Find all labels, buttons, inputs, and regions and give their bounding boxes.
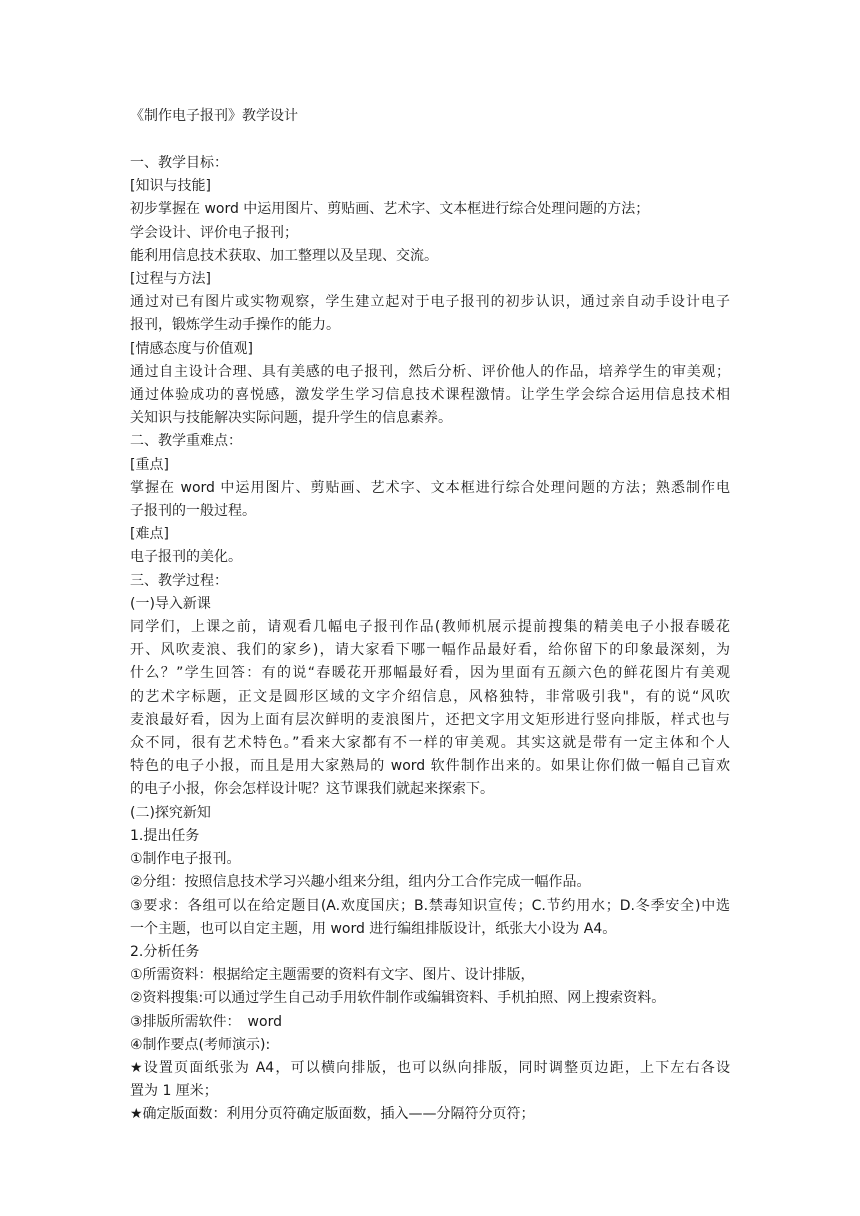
paragraph-line: ①制作电子报刊。 (130, 851, 241, 868)
paragraph-line: 子报刊的一般过程。 (130, 503, 256, 520)
paragraph-line: 麦浪最好看，因为上面有层次鲜明的麦浪图片，还把文字用文矩形进行竖向排版，样式也与 (130, 711, 730, 728)
paragraph-line: 同学们，上课之前，请观看几幅电子报刊作品(教师机展示提前搜集的精美电子小报春暖花 (130, 619, 730, 636)
paragraph-line: ★确定版面数：利用分页符确定版面数，插入——分隔符分页符； (130, 1106, 535, 1123)
paragraph-line: 能利用信息技术获取、加工整理以及呈现、交流。 (130, 247, 438, 264)
paragraph-line: 一、教学目标： (130, 155, 228, 171)
paragraph-line: 通过体验成功的喜悦感，激发学生学习信息技术课程激情。让学生学会综合运用信息技术相 (130, 387, 730, 404)
paragraph-line: 三、教学过程： (130, 572, 228, 589)
paragraph-line: ④制作要点(考师演示): (130, 1036, 271, 1053)
paragraph-line: 关知识与技能解决实际问题，提升学生的信息素养。 (130, 410, 452, 427)
paragraph-line: ★设置页面纸张为 A4，可以横向排版，也可以纵向排版，同时调整页边距，上下左右各设 (130, 1059, 730, 1076)
document-body (130, 152, 730, 1127)
paragraph-line: [情感态度与价值观] (130, 340, 253, 357)
paragraph-line: 报刊，锻炼学生动手操作的能力。 (130, 317, 340, 334)
paragraph-line: 的艺术字标题，正文是圆形区域的文字介绍信息，风格独特，非常吸引我"，有的说“风吹 (130, 688, 730, 705)
paragraph-line: (一)导入新课 (130, 595, 211, 612)
document-page (130, 104, 730, 1127)
paragraph-line: 初步掌握在 word 中运用图片、剪贴画、艺术字、文本框进行综合处理问题的方法； (130, 201, 650, 218)
paragraph-line: (二)探究新知 (130, 804, 211, 821)
paragraph-line: 2.分析任务 (130, 943, 200, 960)
paragraph-line: 置为 1 厘米； (130, 1083, 218, 1100)
paragraph-line: 通过自主设计合理、具有美感的电子报刊，然后分析、评价他人的作品，培养学生的审美观； (130, 363, 730, 380)
paragraph-line: [难点] (130, 526, 169, 543)
paragraph-line: 众不同，很有艺术特色。”看来大家都有不一样的审美观。其实这就是带有一定主体和个人 (130, 735, 730, 752)
paragraph-line: ③要求：各组可以在给定题目(A.欢度国庆；B.禁毒知识宣传；C.节约用水；D.冬季安全)中选 (130, 897, 730, 914)
paragraph-line: 通过对已有图片或实物观察，学生建立起对于电子报刊的初步认识，通过亲自动手设计电子 (130, 294, 730, 311)
paragraph-line: ②分组：按照信息技术学习兴趣小组来分组，组内分工合作完成一幅作品。 (130, 874, 591, 891)
paragraph-line: 一个主题，也可以自定主题，用 word 进行编组排版设计，纸张大小设为 A4。 (130, 920, 617, 937)
paragraph-line: 什么？”学生回答：有的说“春暖花开那幅最好看，因为里面有五颜六色的鲜花图片有美观 (130, 665, 730, 682)
document-title: 《制作电子报刊》教学设计 (130, 108, 298, 124)
paragraph-line: 电子报刊的美化。 (130, 549, 242, 566)
paragraph-line: 二、教学重难点： (130, 433, 242, 450)
paragraph-line: 的电子小报，你会怎样设计呢？这节课我们就起来探索下。 (130, 781, 494, 798)
paragraph-line: ①所需资料：根据给定主题需要的资料有文字、图片、设计排版， (130, 967, 535, 984)
paragraph-line: [重点] (130, 456, 169, 473)
paragraph-line: 开、风吹麦浪、我们的家乡)，请大家看下哪一幅作品最好看，给你留下的印象最深刻，为 (130, 642, 730, 659)
paragraph-line: [知识与技能] (130, 178, 211, 195)
paragraph-line: ②资料搜集:可以通过学生自己动手用软件制作或编辑资料、手机拍照、网上搜索资料。 (130, 990, 666, 1007)
paragraph-line: 特色的电子小报，而且是用大家熟局的 word 软件制作出来的。如果让你们做一幅自己盲欢 (130, 758, 730, 775)
blank-line (130, 128, 730, 152)
paragraph-line: 掌握在 word 中运用图片、剪贴画、艺术字、文本框进行综合处理问题的方法；熟悉制作电 (130, 479, 730, 496)
paragraph-line: 学会设计、评价电子报刊； (130, 224, 298, 241)
paragraph-line: ③排版所需软件： word (130, 1013, 282, 1030)
paragraph-line: 1.提出任务 (130, 827, 200, 844)
paragraph-line: [过程与方法] (130, 271, 211, 288)
